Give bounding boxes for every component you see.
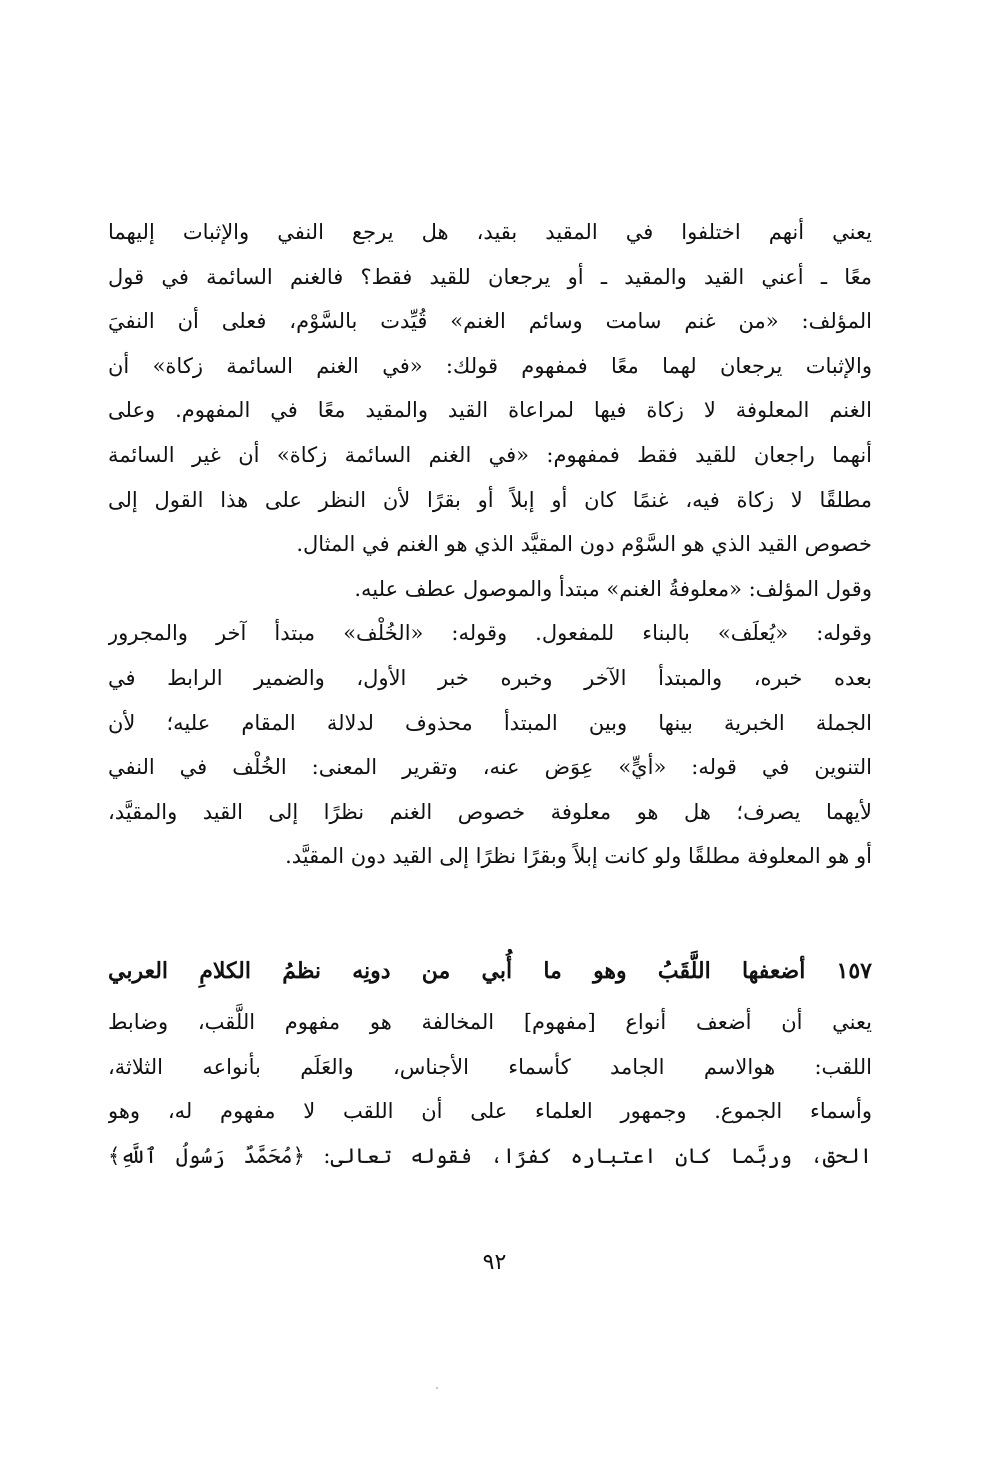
text-line: بعده خبره، والمبتدأ الآخر وخبره خبر الأول، والضمير الرابط في bbox=[108, 665, 872, 690]
text-line: يعني أن أضعف أنواع [مفهوم] المخالفة هو مفهوم اللَّقب، وضابط bbox=[108, 1010, 872, 1034]
text-line: التنوين في قوله: «أيٍّ» عِوَض عنه، وتقرير المعنى: الخُلْف في النفي bbox=[108, 755, 872, 780]
text-line: المؤلف: «من غنم سامت وسائم الغنم» قُيِّدت بالسَّوْم، فعلى أن النفيَ bbox=[108, 309, 872, 334]
verse-line: ١٥٧ أضعفها اللَّقَبُ وهو ما أُبي من دونِه نظمُ الكلامِ العربي bbox=[108, 958, 872, 984]
scan-speck bbox=[436, 1387, 438, 1389]
text-line: مطلقًا لا زكاة فيه، غنمًا كان أو إبلاً أو بقرًا لأن النظر على هذا القول إلى bbox=[108, 487, 872, 512]
text-line: أو هو المعلوفة مطلقًا ولو كانت إبلاً وبقرًا نظرًا إلى القيد دون المقيَّد. bbox=[285, 844, 872, 869]
page-number: ٩٢ bbox=[482, 1250, 507, 1275]
text-line: الحق، وربَّما كان اعتباره كفرًا، فقوله تعالى: ﴿مُحَمَّدٌ رَسُولُ ٱللَّهِ﴾ bbox=[108, 1143, 872, 1168]
commentary-paragraph bbox=[108, 1000, 872, 1178]
text-line: وأسماء الجموع. وجمهور العلماء على أن اللقب لا مفهوم له، وهو bbox=[108, 1099, 872, 1124]
text-line: أنهما راجعان للقيد فقط فمفهوم: «في الغنم السائمة زكاة» أن غير السائمة bbox=[108, 442, 872, 467]
text-line: الجملة الخبرية بينها وبين المبتدأ محذوف لدلالة المقام عليه؛ لأن bbox=[108, 710, 872, 735]
text-line: وقول المؤلف: «معلوفةُ الغنم» مبتدأ والموصول عطف عليه. bbox=[354, 576, 872, 601]
text-line: اللقب: هوالاسم الجامد كأسماء الأجناس، والعَلَم بأنواعه الثلاثة، bbox=[108, 1054, 872, 1079]
body-paragraph bbox=[108, 210, 872, 879]
text-line: يعني أنهم اختلفوا في المقيد بقيد، هل يرجع النفي والإثبات إليهما bbox=[108, 220, 872, 244]
verse-heading bbox=[108, 948, 872, 994]
text-line: الغنم المعلوفة لا زكاة فيها لمراعاة القيد والمقيد معًا في المفهوم. وعلى bbox=[108, 398, 872, 423]
text-line: والإثبات يرجعان لهما معًا فمفهوم قولك: «في الغنم السائمة زكاة» أن bbox=[108, 353, 872, 378]
text-line: وقوله: «يُعلَف» بالبناء للمفعول. وقوله: «الخُلْف» مبتدأ آخر والمجرور bbox=[108, 621, 872, 646]
text-line: لأيهما يصرف؛ هل هو معلوفة خصوص الغنم نظرًا إلى القيد والمقيَّد، bbox=[108, 799, 872, 824]
text-line: معًا ـ أعني القيد والمقيد ـ أو يرجعان للقيد فقط؟ فالغنم السائمة في قول bbox=[108, 264, 872, 289]
text-line: خصوص القيد الذي هو السَّوْم دون المقيَّد الذي هو الغنم في المثال. bbox=[296, 532, 872, 557]
